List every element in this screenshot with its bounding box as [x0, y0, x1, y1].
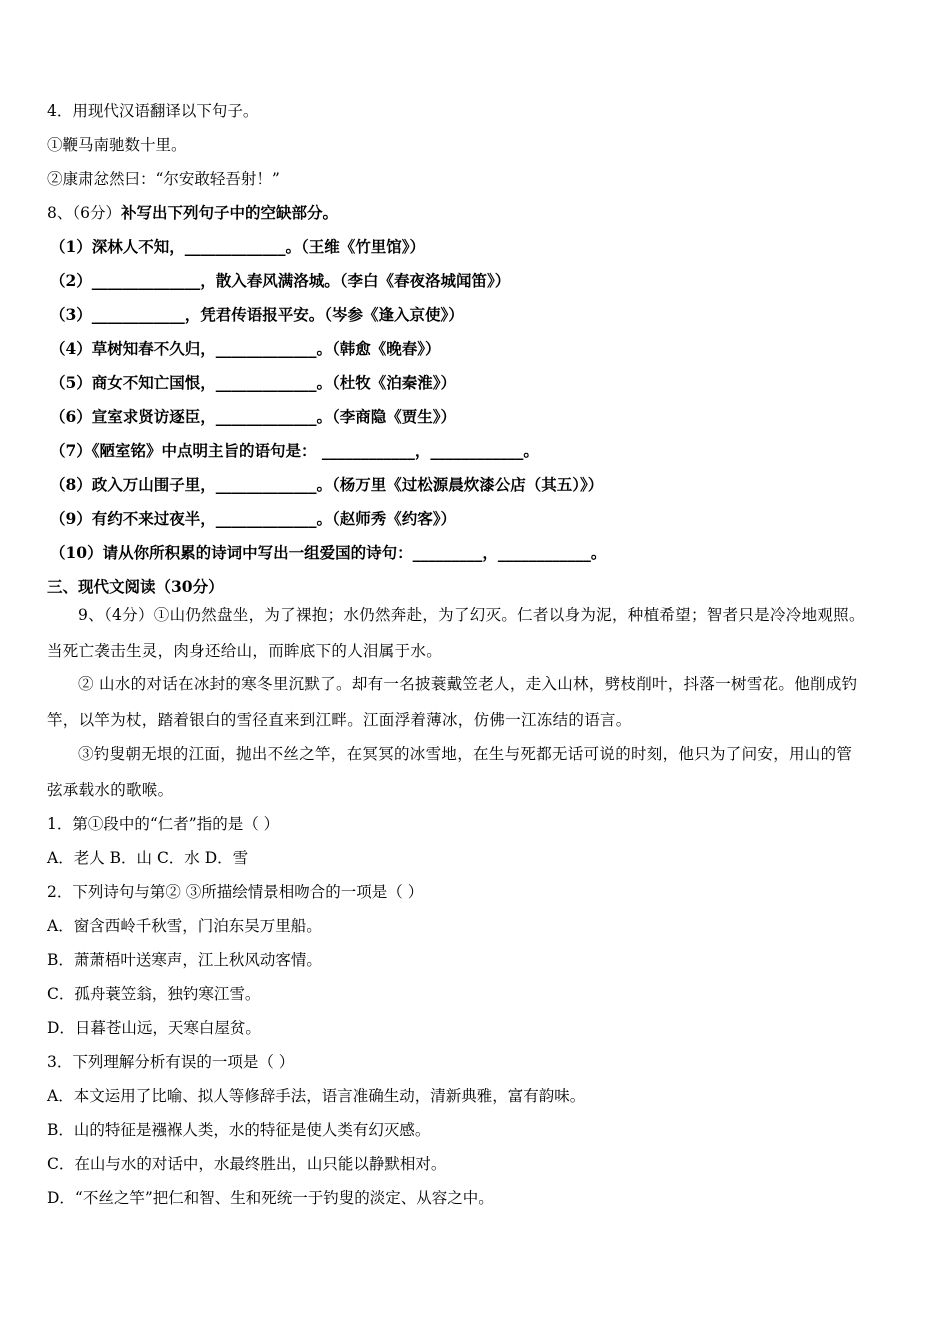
q8-heading-text: 8、（6分）补写出下列句子中的空缺部分。: [47, 203, 338, 222]
translate-sentence-2: ②康肃忿然曰：“尔安敢轻吾射！”: [47, 170, 280, 188]
q8-item: （8）政入万山围子里，_____________。（杨万里《过松源晨炊漆公店（其五）》）: [50, 475, 604, 494]
paragraph-3-line-2: 弦承载水的歌喉。: [47, 781, 174, 799]
question-2-option-c: C．孤舟蓑笠翁，独钓寒江雪。: [47, 985, 261, 1003]
question-3-option-b: B．山的特征是襁褓人类，水的特征是使人类有幻灭感。: [47, 1121, 431, 1139]
question-1-options: A．老人 B．山 C．水 D．雪: [47, 849, 249, 867]
section-3-heading: 三、现代文阅读（30分）: [47, 577, 224, 596]
paragraph-2-line-1: ② 山水的对话在冰封的寒冬里沉默了。却有一名披蓑戴笠老人，走入山林，劈枝削叶，抖落一树雪花。他削成钓: [78, 675, 858, 693]
question-2-option-d: D．日暮苍山远，天寒白屋贫。: [47, 1019, 261, 1037]
paragraph-1-line-1: 9、（4分）①山仍然盘坐，为了裸抱；水仍然奔赴，为了幻灭。仁者以身为泥，种植希望；智者只是冷冷地观照。: [78, 606, 865, 624]
q8-item: （4）草树知春不久归，_____________。（韩愈《晚春》）: [50, 339, 441, 358]
q8-item: （5）商女不知亡国恨，_____________。（杜牧《泊秦淮》）: [50, 373, 457, 392]
q8-heading: [47, 203, 338, 223]
q8-item: （7）《陋室铭》中点明主旨的语句是： ____________，____________。: [50, 441, 539, 460]
question-3-option-a: A．本文运用了比喻、拟人等修辞手法，语言准确生动，清新典雅，富有韵味。: [47, 1087, 586, 1105]
reading-paragraph-3: [47, 736, 905, 808]
paragraph-3-line-1: ③钓叟朝无垠的江面，抛出不丝之竿，在冥冥的冰雪地，在生与死都无话可说的时刻，他只为了问安，用山的管: [78, 745, 853, 763]
q8-item: （1）深林人不知，_____________。（王维《竹里馆》）: [50, 237, 426, 256]
question-3: 3．下列理解分析有误的一项是（ ）: [47, 1053, 295, 1071]
q8-item: （3）____________，凭君传语报平安。（岑参《逢入京使》）: [50, 305, 464, 324]
q8-item: （10）请从你所积累的诗词中写出一组爱国的诗句：_________，____________。: [50, 543, 607, 562]
reading-paragraph-2: [47, 666, 905, 738]
question-3-option-d: D．“不丝之竿”把仁和智、生和死统一于钓叟的淡定、从容之中。: [47, 1189, 494, 1207]
translate-sentence-1: ①鞭马南驰数十里。: [47, 136, 187, 154]
q8-item: （2）______________，散入春风满洛城。（李白《春夜洛城闻笛》）: [50, 271, 511, 290]
q8-item: （6）宣室求贤访逐臣，_____________。（李商隐《贾生》）: [50, 407, 457, 426]
question-2-option-a: A．窗含西岭千秋雪，门泊东吴万里船。: [47, 917, 322, 935]
question-2: 2．下列诗句与第② ③所描绘情景相吻合的一项是（ ）: [47, 883, 424, 901]
question-1: 1．第①段中的“仁者”指的是（ ）: [47, 815, 280, 833]
question-3-option-c: C．在山与水的对话中，水最终胜出，山只能以静默相对。: [47, 1155, 447, 1173]
question-2-option-b: B．萧萧梧叶送寒声，江上秋风动客情。: [47, 951, 322, 969]
reading-paragraph-1: [47, 597, 905, 669]
q8-item: （9）有约不来过夜半，_____________。（赵师秀《约客》）: [50, 509, 457, 528]
paragraph-2-line-2: 竿，以竿为杖，踏着银白的雪径直来到江畔。江面浮着薄冰，仿佛一江冻结的语言。: [47, 711, 632, 729]
translate-prompt: 4．用现代汉语翻译以下句子。: [47, 102, 259, 120]
paragraph-1-line-2: 当死亡袭击生灵，肉身还给山，而眸底下的人泪属于水。: [47, 642, 443, 660]
